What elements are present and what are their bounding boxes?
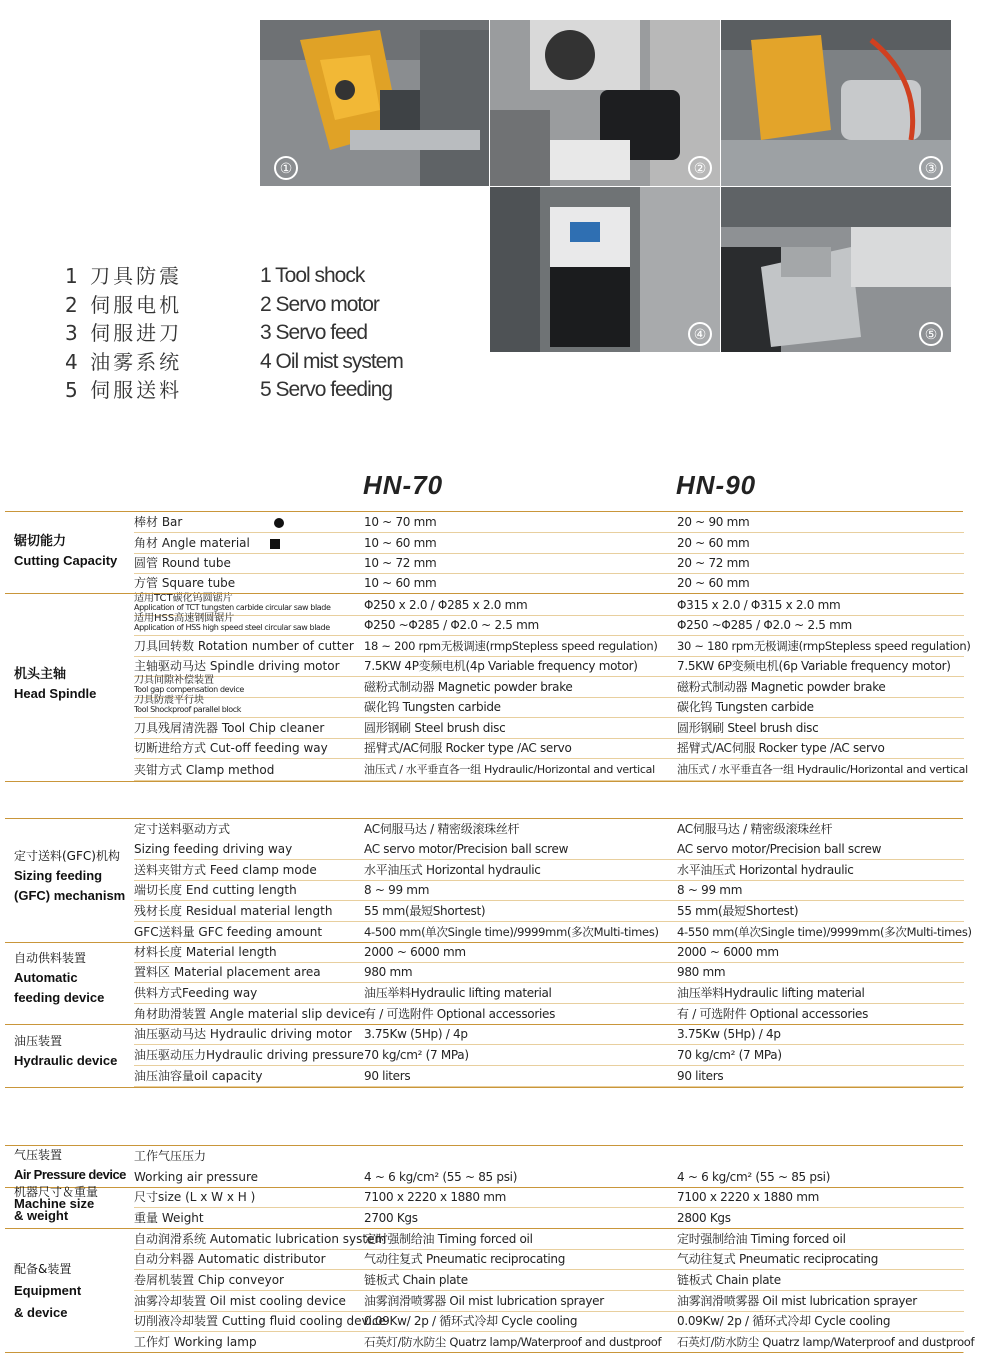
category-cn: 油压装置 [14, 1034, 63, 1048]
spec-row-label-text: 圆管 Round tube [134, 556, 231, 570]
category-en: Machine size [14, 1196, 95, 1211]
section-divider [5, 1187, 963, 1188]
spec-value-hn90: 油雾润滑喷雾器 Oil mist lubrication sprayer [677, 1294, 917, 1308]
row-divider [134, 1290, 964, 1291]
square-bar-icon [270, 539, 280, 549]
category-en: Equipment [14, 1283, 82, 1298]
row-divider [134, 697, 964, 698]
spec-row-label [134, 1027, 352, 1041]
spec-value-hn90: 定时强制给油 Timing forced oil [677, 1232, 846, 1246]
row-divider [134, 717, 964, 718]
spec-value-hn70: 有 / 可选附件 Optional accessories [364, 1007, 556, 1021]
row-divider [134, 962, 964, 963]
spec-value-hn70: 油雾润滑喷雾器 Oil mist lubrication sprayer [364, 1294, 604, 1308]
spec-row-label-text: 角材 Angle material [134, 536, 250, 550]
spec-row-label-text: 油压油容量oil capacity [134, 1069, 263, 1083]
spec-row-label [134, 1190, 255, 1204]
category-en: Head Spindle [14, 686, 97, 701]
spec-row-label-cn: 适用HSS高速钢圆锯片 [134, 613, 235, 624]
category-cn: 机器尺寸＆重量 [14, 1185, 99, 1199]
category-en: Air Pressure device [14, 1167, 126, 1182]
spec-value-hn70: 水平油压式 Horizontal hydraulic [364, 863, 541, 877]
spec-value-hn70: AC servo motor/Precision ball screw [364, 842, 569, 856]
spec-row-label-text: 自动润滑系统 Automatic lubrication system [134, 1232, 387, 1246]
row-divider [134, 1003, 964, 1004]
spec-value-hn90: 3.75Kw (5Hp) / 4p [677, 1027, 781, 1041]
spec-value-hn70: 8 ~ 99 mm [364, 883, 430, 897]
spec-value-hn70: 90 liters [364, 1069, 411, 1083]
spec-value-hn70: AC伺服马达 / 精密级滚珠丝杆 [364, 822, 520, 836]
section-divider [5, 1145, 963, 1146]
spec-value-hn90: Φ250 ~Φ285 / Φ2.0 ~ 2.5 mm [677, 618, 852, 632]
legend-english [260, 262, 403, 405]
spec-value-hn70: 7.5KW 4P变频电机(4p Variable frequency motor) [364, 659, 638, 673]
spec-row-label-text: 切削液冷却装置 Cutting fluid cooling device [134, 1314, 386, 1328]
legend-cn-item: 2 伺服电机 [65, 292, 183, 317]
category-en: Hydraulic device [14, 1053, 118, 1068]
row-divider [134, 656, 964, 657]
spec-value-hn70: 摇臂式/AC伺服 Rocker type /AC servo [364, 741, 572, 755]
row-divider [134, 553, 964, 554]
legend-cn-item: 4 油雾系统 [65, 349, 183, 374]
row-divider [134, 1207, 964, 1208]
spec-row-label [134, 1335, 257, 1349]
spec-row-label-en: Application of HSS high speed steel circular saw blade [134, 623, 330, 632]
spec-value-hn70: 磁粉式制动器 Magnetic powder brake [364, 680, 573, 694]
photo-badge-5: ⑤ [919, 322, 943, 346]
spec-value-hn90: 油压举料Hydraulic lifting material [677, 986, 865, 1000]
spec-row-label [134, 883, 297, 897]
photo-oil-mist [490, 187, 720, 352]
spec-value-hn90: Φ315 x 2.0 / Φ315 x 2.0 mm [677, 598, 841, 612]
spec-row-label [134, 965, 321, 979]
spec-value-hn90: 摇臂式/AC伺服 Rocker type /AC servo [677, 741, 885, 755]
photo-badge-3: ③ [919, 156, 943, 180]
row-divider [134, 573, 964, 574]
category-machine-size [14, 1186, 98, 1222]
spec-row-label [134, 863, 317, 877]
spec-value-hn70: 10 ~ 70 mm [364, 515, 437, 529]
spec-row-label-text: 方管 Square tube [134, 576, 236, 590]
spec-value-hn70: Φ250 x 2.0 / Φ285 x 2.0 mm [364, 598, 528, 612]
spec-row-label [134, 1314, 386, 1328]
section-divider [5, 781, 963, 782]
photo-tool-shock [260, 20, 489, 186]
round-bar-icon [274, 518, 284, 528]
spec-row-label-text: 材料长度 Material length [134, 945, 277, 959]
spec-row-label-text: 主轴驱动马达 Spindle driving motor [134, 659, 340, 673]
spec-row-label-text: 工作灯 Working lamp [134, 1335, 257, 1349]
category-equipment [14, 1258, 81, 1324]
category-cutting-capacity [14, 531, 117, 571]
spec-row-label-text: 置料区 Material placement area [134, 965, 321, 979]
row-divider [134, 532, 964, 533]
legend-cn-item: 3 伺服进刀 [65, 321, 183, 346]
oil-mist-photo-icon [490, 187, 720, 352]
spec-row-label [134, 1007, 365, 1021]
spec-row-label [134, 515, 284, 529]
spec-value-hn90: 7100 x 2220 x 1880 mm [677, 1190, 819, 1204]
spec-row-label-cn: 刀具防震平行块 [134, 695, 204, 706]
spec-row-label-text: GFC送料量 GFC feeding amount [134, 925, 323, 939]
spec-value-hn90: 2800 Kgs [677, 1211, 731, 1225]
spec-value-hn90: 圆形钢刷 Steel brush disc [677, 721, 819, 735]
category-automatic-feeding [14, 948, 104, 1008]
spec-value-hn90: 链板式 Chain plate [677, 1273, 781, 1287]
photo-servo-motor [490, 20, 720, 186]
spec-row-label [134, 614, 330, 632]
spec-value-hn90: 2000 ~ 6000 mm [677, 945, 779, 959]
spec-value-hn70: 18 ~ 200 rpm无极调速(rmpStepless speed regulation) [364, 639, 658, 653]
section-divider [5, 1228, 963, 1229]
section-divider [5, 593, 963, 594]
category-en: Cutting Capacity [14, 553, 118, 568]
spec-row-label-text: 刀具残屑清洗器 Tool Chip cleaner [134, 721, 325, 735]
row-divider [134, 1065, 964, 1066]
spec-value-hn90: 30 ~ 180 rpm无极调速(rmpStepless speed regulation) [677, 639, 971, 653]
row-divider [134, 900, 964, 901]
spec-row-label [134, 536, 280, 550]
category-cn: 自动供料装置 [14, 951, 87, 965]
model-hn90-heading: HN-90 [676, 470, 757, 500]
spec-row-label [134, 822, 230, 836]
spec-value-hn90: 55 mm(最短Shortest) [677, 904, 799, 918]
section-divider [5, 1352, 963, 1353]
spec-row-label [134, 576, 235, 590]
row-divider [134, 635, 964, 636]
spec-value-hn90: 90 liters [677, 1069, 724, 1083]
spec-value-hn70: 碳化钨 Tungsten carbide [364, 700, 501, 714]
spec-row-label [134, 904, 332, 918]
category-en: Automatic [14, 970, 78, 985]
category-air-pressure [14, 1145, 126, 1185]
spec-value-hn70: 石英灯/防水防尘 Quatrz lamp/Waterproof and dustproof [364, 1335, 662, 1349]
spec-row-label [134, 594, 330, 612]
spec-value-hn90: 7.5KW 6P变频电机(6p Variable frequency motor) [677, 659, 951, 673]
spec-value-hn70: 圆形钢刷 Steel brush disc [364, 721, 506, 735]
spec-row-label [134, 945, 277, 959]
spec-value-hn70: 2000 ~ 6000 mm [364, 945, 466, 959]
spec-value-hn90: 980 mm [677, 965, 726, 979]
spec-row-label [134, 1069, 263, 1083]
spec-value-hn90: AC servo motor/Precision ball screw [677, 842, 882, 856]
row-divider [134, 1311, 964, 1312]
spec-row-label-text: 送料夹钳方式 Feed clamp mode [134, 863, 317, 877]
spec-value-hn70: 0.09Kw/ 2p / 循环式冷却 Cycle cooling [364, 1314, 578, 1328]
row-divider [134, 1044, 964, 1045]
photo-badge-1: ① [274, 156, 298, 180]
category-head-spindle [14, 664, 96, 704]
spec-value-hn90: 4-550 mm(单次Single time)/9999mm(多次Multi-times) [677, 925, 972, 939]
spec-row-label-text: 端切长度 End cutting length [134, 883, 297, 897]
category-cn: 定寸送料(GFC)机构 [14, 849, 120, 863]
category-hydraulic-device [14, 1031, 117, 1071]
spec-value-hn90: AC伺服马达 / 精密级滚珠丝杆 [677, 822, 833, 836]
category-en: feeding device [14, 990, 105, 1005]
spec-row-label [134, 1294, 346, 1308]
spec-value-hn70: 油压举料Hydraulic lifting material [364, 986, 552, 1000]
spec-row-label-text: 夹钳方式 Clamp method [134, 763, 275, 777]
spec-row-label-text: 油压驱动马达 Hydraulic driving motor [134, 1027, 352, 1041]
spec-row-label [134, 639, 354, 653]
spec-row-label [134, 925, 322, 939]
spec-row-label-text: 卷屑机装置 Chip conveyor [134, 1273, 284, 1287]
spec-row-label-text: Working air pressure [134, 1170, 259, 1184]
legend-chinese [65, 262, 182, 405]
spec-value-hn70: 气动往复式 Pneumatic reciprocating [364, 1252, 566, 1266]
spec-row-label-text: 油压驱动压力Hydraulic driving pressure [134, 1048, 364, 1062]
spec-value-hn90: 水平油压式 Horizontal hydraulic [677, 863, 854, 877]
spec-value-hn70: 70 kg/cm² (7 MPa) [364, 1048, 469, 1062]
spec-value-hn70: 7100 x 2220 x 1880 mm [364, 1190, 506, 1204]
spec-row-label-text: 重量 Weight [134, 1211, 204, 1225]
spec-row-label-text: 残材长度 Residual material length [134, 904, 333, 918]
spec-row-label [134, 763, 274, 777]
spec-row-label-text: 切断进给方式 Cut-off feeding way [134, 741, 328, 755]
spec-value-hn90: 石英灯/防水防尘 Quatrz lamp/Waterproof and dustproof [677, 1335, 975, 1349]
legend-cn-item: 5 伺服送料 [65, 378, 183, 403]
spec-row-label [134, 1252, 326, 1266]
category-en: (GFC) mechanism [14, 888, 126, 903]
legend-cn-item: 1 刀具防震 [65, 264, 183, 288]
spec-value-hn70: 10 ~ 60 mm [364, 576, 437, 590]
spec-row-label [134, 659, 340, 673]
spec-row-label-text: 供料方式Feeding way [134, 986, 258, 1000]
photo-servo-feeding [721, 187, 951, 352]
category-cn: 机头主轴 [14, 666, 67, 681]
spec-row-label [134, 1048, 364, 1062]
row-divider [134, 1331, 964, 1332]
row-divider [134, 921, 964, 922]
row-divider [134, 880, 964, 881]
spec-value-hn90: 0.09Kw/ 2p / 循环式冷却 Cycle cooling [677, 1314, 891, 1328]
category-en: & device [14, 1305, 68, 1320]
spec-value-hn70: 3.75Kw (5Hp) / 4p [364, 1027, 468, 1041]
spec-row-label-text: 自动分料器 Automatic distributor [134, 1252, 326, 1266]
spec-value-hn90: 磁粉式制动器 Magnetic powder brake [677, 680, 886, 694]
spec-row-label [134, 696, 241, 714]
servo-feeding-photo-icon [721, 187, 951, 352]
spec-value-hn70: 链板式 Chain plate [364, 1273, 468, 1287]
spec-row-label [134, 986, 257, 1000]
spec-value-hn70: 4 ~ 6 kg/cm² (55 ~ 85 psi) [364, 1170, 518, 1184]
row-divider [134, 758, 964, 759]
spec-value-hn70: 980 mm [364, 965, 413, 979]
spec-row-label [134, 1149, 206, 1163]
spec-row-label-text: 角材助滑装置 Angle material slip device [134, 1007, 366, 1021]
spec-row-label [134, 842, 292, 856]
spec-value-hn70: 10 ~ 72 mm [364, 556, 437, 570]
spec-value-hn90: 20 ~ 90 mm [677, 515, 750, 529]
spec-value-hn90: 碳化钨 Tungsten carbide [677, 700, 814, 714]
row-divider [134, 1269, 964, 1270]
spec-value-hn90: 8 ~ 99 mm [677, 883, 743, 897]
row-divider [134, 859, 964, 860]
spec-row-label-text: 油雾冷却装置 Oil mist cooling device [134, 1294, 346, 1308]
spec-row-label [134, 1232, 386, 1246]
spec-value-hn90: 有 / 可选附件 Optional accessories [677, 1007, 869, 1021]
servo-feed-photo-icon [721, 20, 951, 186]
section-divider [5, 818, 963, 819]
spec-row-label [134, 721, 324, 735]
legend-en-item: 3 Servo feed [260, 321, 368, 345]
section-divider [5, 942, 963, 943]
row-divider [134, 982, 964, 983]
photo-badge-4: ④ [688, 322, 712, 346]
spec-row-label-cn: 刀具间隙补偿装置 [134, 675, 214, 686]
category-cn: 配备&装置 [14, 1262, 72, 1276]
spec-value-hn70: 4-500 mm(单次Single time)/9999mm(多次Multi-times) [364, 925, 659, 939]
spec-row-label [134, 1211, 204, 1225]
category-gfc-mechanism [14, 846, 125, 906]
legend-en-item: 2 Servo motor [260, 292, 379, 316]
spec-value-hn90: 70 kg/cm² (7 MPa) [677, 1048, 782, 1062]
category-cn: 锯切能力 [14, 533, 67, 548]
photo-badge-2: ② [688, 156, 712, 180]
servo-motor-photo-icon [490, 20, 720, 186]
row-divider [134, 738, 964, 739]
spec-value-hn90: 4 ~ 6 kg/cm² (55 ~ 85 psi) [677, 1170, 831, 1184]
legend-en-item: 4 Oil mist system [260, 349, 403, 373]
spec-value-hn70: 油压式 / 水平垂直各一组 Hydraulic/Horizontal and vertical [364, 763, 655, 776]
spec-row-label [134, 741, 328, 755]
spec-row-label-cn: 适用TCT碳化钨圆锯片 [134, 593, 233, 604]
category-en: & weight [14, 1208, 69, 1223]
row-divider [134, 1249, 964, 1250]
spec-value-hn90: 20 ~ 60 mm [677, 576, 750, 590]
spec-value-hn90: 20 ~ 72 mm [677, 556, 750, 570]
spec-value-hn90: 油压式 / 水平垂直各一组 Hydraulic/Horizontal and vertical [677, 763, 968, 776]
section-divider [5, 1087, 963, 1088]
spec-row-label-text: 定寸送料驱动方式 [134, 822, 231, 836]
photo-servo-feed [721, 20, 951, 186]
spec-row-label [134, 556, 231, 570]
spec-value-hn90: 气动往复式 Pneumatic reciprocating [677, 1252, 879, 1266]
spec-value-hn70: 定时强制给油 Timing forced oil [364, 1232, 533, 1246]
spec-row-label [134, 676, 244, 694]
spec-row-label-en: Tool Shockproof parallel block [134, 705, 242, 714]
spec-row-label-en: Tool gap compensation device [134, 685, 244, 694]
legend-en-item: 5 Servo feeding [260, 378, 393, 402]
legend-en-item: 1 Tool shock [260, 264, 365, 287]
section-divider [5, 1024, 963, 1025]
spec-value-hn90: 20 ~ 60 mm [677, 536, 750, 550]
spec-row-label [134, 1170, 258, 1184]
spec-value-hn70: 55 mm(最短Shortest) [364, 904, 486, 918]
spec-value-hn70: Φ250 ~Φ285 / Φ2.0 ~ 2.5 mm [364, 618, 539, 632]
spec-row-label-text: Sizing feeding driving way [134, 842, 293, 856]
spec-row-label-text: 尺寸size (L x W x H ) [134, 1190, 256, 1204]
model-hn70-heading: HN-70 [363, 470, 444, 500]
spec-row-label-text: 刀具回转数 Rotation number of cutter [134, 639, 354, 653]
spec-value-hn70: 10 ~ 60 mm [364, 536, 437, 550]
spec-value-hn70: 2700 Kgs [364, 1211, 418, 1225]
spec-row-label-text: 棒材 Bar [134, 515, 183, 529]
category-en: Sizing feeding [14, 868, 103, 883]
spec-row-label-en: Application of TCT tungsten carbide circular saw blade [134, 603, 331, 612]
category-cn: 气压装置 [14, 1148, 63, 1162]
spec-row-label [134, 1273, 284, 1287]
spec-row-label-text: 工作气压压力 [134, 1149, 207, 1163]
section-divider [5, 511, 963, 512]
row-divider [134, 676, 964, 677]
